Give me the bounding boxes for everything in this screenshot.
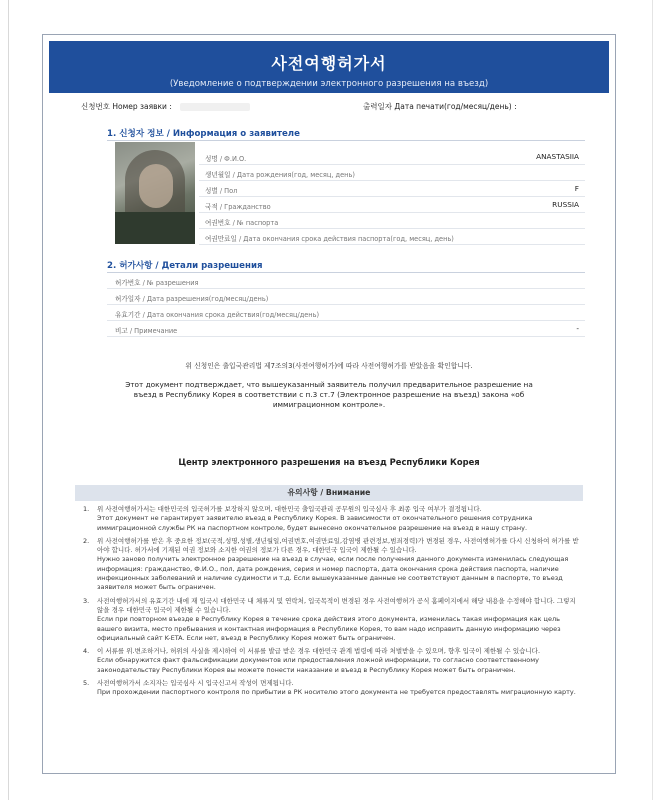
permit-row-date: 허가일자 / Дата разрешения(год/месяц/день) (107, 289, 585, 305)
applicant-row-birthdate: 생년월일 / Дата рождения(год, месяц, день) (199, 165, 585, 181)
permit-remarks-value: - (576, 324, 579, 333)
applicant-section-title: 1. 신청자 정보 / Информация о заявителе (107, 129, 300, 139)
applicant-photo (115, 142, 195, 244)
applicant-row-nationality: 국적 / Гражданство RUSSIA (199, 197, 585, 213)
application-number (81, 101, 250, 112)
notice-item: 1. 위 사전여행허가서는 대한민국의 입국허가를 보장하지 않으며, 대한민국 출입국관리 공무원의 입국심사 후 최종 입국 여부가 결정됩니다. Этот документ не гарантирует заявителю въезд в Республику Корея. В зависимости от окончательного решения сотрудника иммиграционной службы РК на паспортном контроле, будет вынесено окончательное разрешение на въезд в нашу страну. (83, 505, 533, 532)
notice-list (83, 505, 583, 702)
document-title-ru: (Уведомление о подтверждении электронного разрешения на въезд) (169, 79, 489, 89)
notice-item: 5. 사전여행허가서 소지자는 입국심사 시 입국신고서 작성이 면제됩니다. При прохождении паспортного контроля по прибытии в РК носителю этого документа не требуется предоставлять миграционную карту. (83, 679, 576, 697)
notice-item: 3. 사전여행허가서의 유효기간 내에 재 입국시 대한민국 내 체류지 및 연락처, 입국목적이 변경된 경우 사전여행허가 공식 홈페이지에서 해당 내용을 수정해야 합니다. 그렇지 않을 경우 대한민국 입국이 제한될 수 있습니다. Если при повторном въезде в Республику Корея в течение срока действия этого документа, изменилась такая информация как цель вашего визита, место пребывания и контактная информация в Республике Корея, то вам надо исправить данную информацию через официальный сайт K-ETA. Если нет, въезд в Республику Корея может быть ограничен. (83, 596, 576, 642)
print-date-label: 출력일자 Дата печати(год/месяц/день) : (363, 102, 517, 111)
issuer-name: Центр электронного разрешения на въезд Республики Корея (178, 457, 480, 467)
applicant-section-rule (107, 140, 585, 141)
permit-info-table (107, 273, 585, 337)
confirmation-ko: 위 신청인은 출입국관리법 제7조의3(사전여행허가)에 따라 사전여행허가를 받았음을 확인합니다. (185, 362, 473, 370)
applicant-info-table (199, 149, 585, 245)
notice-header: 유의사항 / Внимание (75, 485, 583, 501)
applicant-nationality-value: RUSSIA (552, 200, 579, 209)
notice-item: 2. 위 사전여행허가를 받은 후 중요한 정보(국적,성명,성별,생년월일,여권번호,여권만료일,감염병 관련정보,범죄경력)가 변경된 경우, 사전여행허가를 다시 신청하여 허가를 받아야 합니다. 허가서에 기재된 여권 정보와 소지한 여권의 정보가 다른 경우, 대한민국 입국이 제한될 수 있습니다. Нужно заново получить электронное разрешение на въезд в случае, если после получения данного документа изменилась следующая информация: гражданство, Ф.И.О., пол, дата рождения, серия и номер паспорта, дата окончания срока действия паспорта, наличие инфекционных заболеваний и наличие судимости и т.д. Если вышеуказанные данные не соответствуют данным в паспорте, то въезд заявителя может быть ограничен. (83, 536, 579, 592)
applicant-row-passport-expiry: 여권만료일 / Дата окончания срока действия паспорта(год, месяц, день) (199, 229, 585, 245)
permit-row-number: 허가번호 / № разрешения (107, 273, 585, 289)
permit-row-remarks: 비고 / Примечание - (107, 321, 585, 337)
confirmation-ru: Этот документ подтверждает, что вышеуказанный заявитель получил предварительное разрешение на въезд в Республику Корея в соответствии с п.3 ст.7 (Электронное разрешение на въезд) закона «об иммиграционном контроле». (125, 380, 533, 409)
applicant-sex-value: F (574, 184, 579, 193)
eta-document (42, 34, 616, 774)
permit-section-title: 2. 허가사항 / Детали разрешения (107, 261, 263, 271)
document-header (49, 41, 609, 93)
photo-clothes-blur (115, 212, 195, 244)
photo-face-blur (139, 164, 173, 208)
applicant-name-value: ANASTASIIA (536, 152, 579, 161)
applicant-row-sex: 성별 / Пол F (199, 181, 585, 197)
applicant-row-name: 성명 / Ф.И.О. ANASTASIIA (199, 149, 585, 165)
print-date (363, 101, 517, 112)
redacted-application-number (180, 103, 250, 111)
applicant-row-passport-number: 여권번호 / № паспорта (199, 213, 585, 229)
document-title-ko: 사전여행허가서 (271, 54, 387, 73)
permit-row-validity: 유효기간 / Дата окончания срока действия(год/месяц/день) (107, 305, 585, 321)
notice-item: 4. 이 서류를 위.변조하거나, 허위의 사실을 제시하여 이 서류를 발급 받은 경우 대한민국 관계 법령에 따라 처벌받을 수 있으며, 향후 입국이 제한될 수 있습니다. Если обнаружится факт фальсификации документов или предоставления ложной информации, то согласно соответственному законодательству Республики Корея вы можете понести наказание и въезд в Республику Корея может быть ограничен. (83, 647, 541, 674)
application-number-label: 신청번호 Номер заявки : (81, 102, 172, 111)
